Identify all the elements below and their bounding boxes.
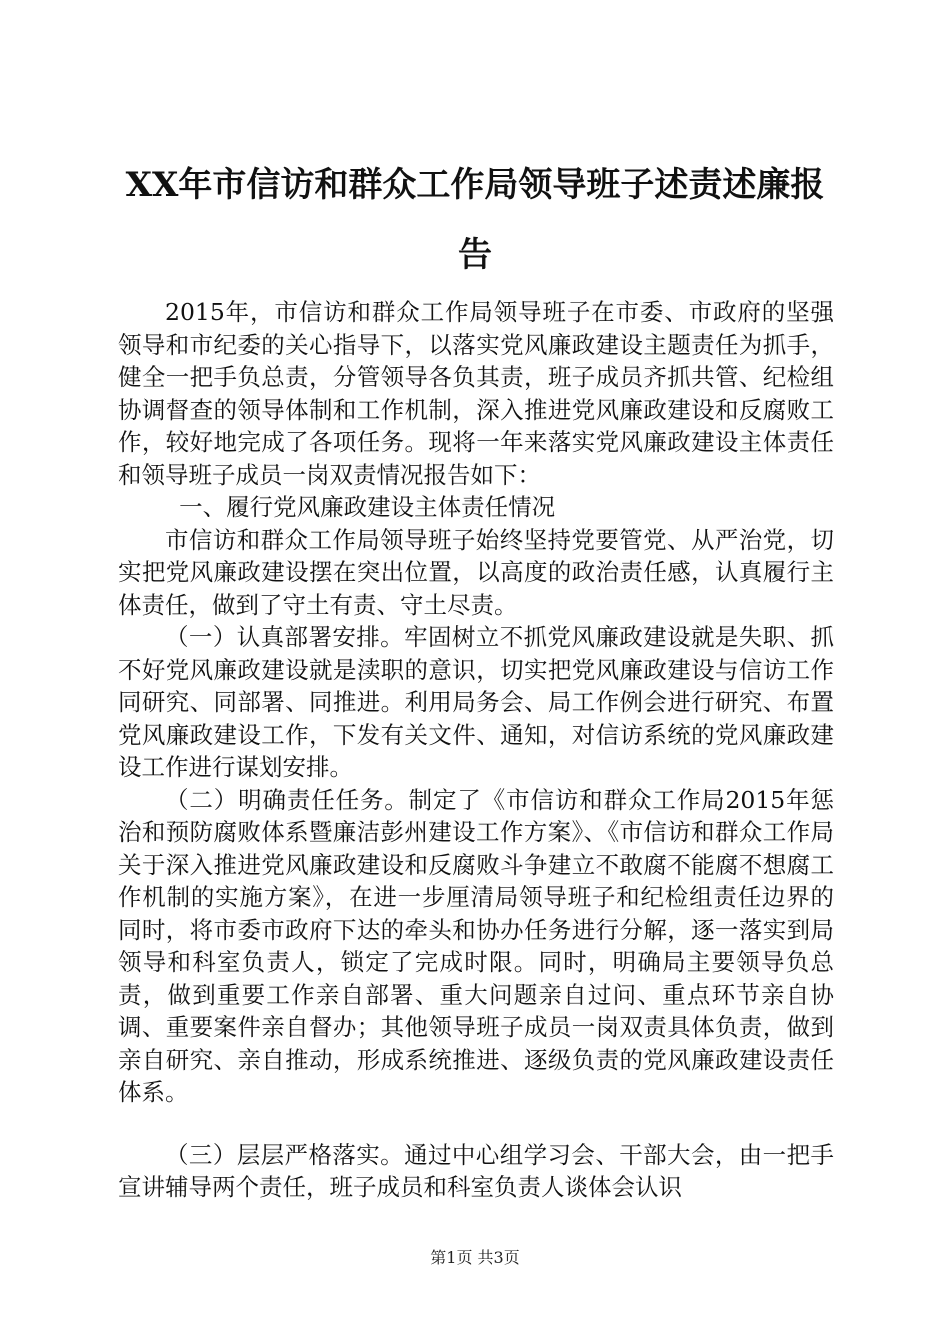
paragraph-section-summary: 市信访和群众工作局领导班子始终坚持党要管党、从严治党，切实把党风廉政建设摆在突出位置，以高度的政治责任感，认真履行主体责任，做到了守土有责、守土尽责。 (118, 525, 834, 619)
section-heading: 一、履行党风廉政建设主体责任情况 (179, 493, 556, 521)
paragraph-item-3: （三）层层严格落实。通过中心组学习会、干部大会，由一把手宣讲辅导两个责任，班子成员和科室负责人谈体会认识 (118, 1140, 834, 1201)
document-body (118, 296, 834, 1204)
paragraph-intro: 2015年，市信访和群众工作局领导班子在市委、市政府的坚强领导和市纪委的关心指导下，以落实党风廉政建设主题责任为抓手，健全一把手负总责，分管领导各负其责，班子成员齐抓共管、纪检组协调督查的领导体制和工作机制，深入推进党风廉政建设和反腐败工作，较好地完成了各项任务。现将一年来落实党风廉政建设主体责任和领导班子成员一岗双责情况报告如下： (118, 298, 834, 489)
paragraph-item-1: （一）认真部署安排。牢固树立不抓党风廉政建设就是失职、抓不好党风廉政建设就是渎职的意识，切实把党风廉政建设与信访工作同研究、同部署、同推进。利用局务会、局工作例会进行研究、布置党风廉政建设工作，下发有关文件、通知，对信访系统的党风廉政建设工作进行谋划安排。 (118, 623, 834, 781)
page-number: 第1页 共3页 (430, 1248, 520, 1267)
paragraph-item-2: （二）明确责任任务。制定了《市信访和群众工作局2015年惩治和预防腐败体系暨廉洁彭州建设工作方案》、《市信访和群众工作局关于深入推进党风廉政建设和反腐败斗争建立不敢腐不能腐不想腐工作机制的实施方案》，在进一步厘清局领导班子和纪检组责任边界的同时，将市委市政府下达的牵头和协办任务进行分解，逐一落实到局领导和科室负责人，锁定了完成时限。同时，明确局主要领导负总责，做到重要工作亲自部署、重大问题亲自过问、重点环节亲自协调、重要案件亲自督办；其他领导班子成员一岗双责具体负责，做到亲自研究、亲自推动，形成系统推进、逐级负责的党风廉政建设责任体系。 (118, 785, 834, 1106)
document-title: XX年市信访和群众工作局领导班子述责述廉报告 (125, 165, 825, 275)
